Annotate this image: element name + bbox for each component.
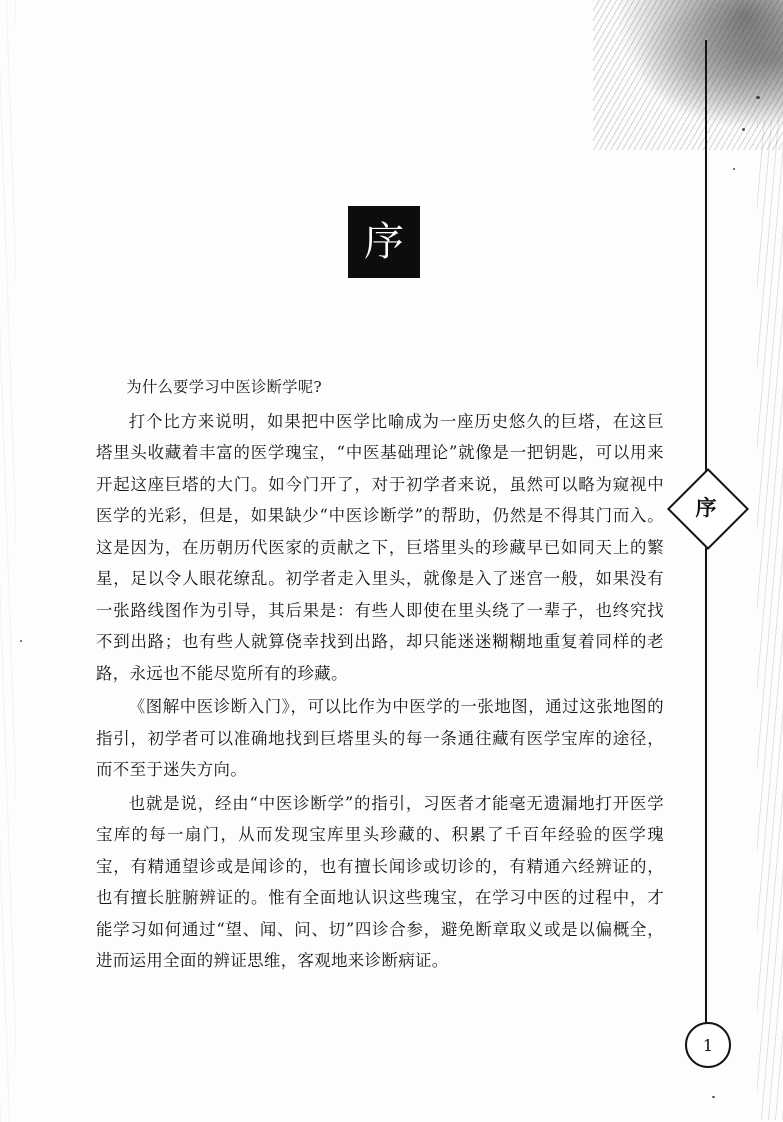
scan-noise-left-edge [0, 0, 16, 1122]
page-number: 1 [685, 1022, 731, 1068]
scan-speck [733, 168, 735, 170]
margin-chapter-label: 序 [695, 495, 717, 520]
paragraph: 《图解中医诊断入门》，可以比作为中医学的一张地图，通过这张地图的指引，初学者可以准确地找到巨塔里头的每一条通往藏有医学宝库的途径，而不至于迷失方向。 [96, 697, 664, 779]
scan-noise-top-right-corner [593, 0, 783, 150]
paragraph: 打个比方来说明，如果把中医学比喻成为一座历史悠久的巨塔，在这巨塔里头收藏着丰富的医学瑰宝，“中医基础理论”就像是一把钥匙，可以用来开起这座巨塔的大门。如今门开了，对于初学者来说，虽然可以略为窥视中医学的光彩，但是，如果缺少“中医诊断学”的帮助，仍然是不得其门而入。这是因为，在历朝历代医家的贡献之下，巨塔里头的珍藏早已如同天上的繁星，足以令人眼花缭乱。初学者走入里头，就像是入了迷宫一般，如果没有一张路线图作为引导，其后果是：有些人即使在里头绕了一辈子，也终究找不到出路；也有些人就算侥幸找到出路，却只能迷迷糊糊地重复着同样的老路，永远也不能尽览所有的珍藏。 [96, 411, 664, 683]
scan-speck [756, 96, 760, 99]
scan-speck [712, 1096, 715, 1098]
scan-speck [20, 640, 22, 642]
paragraph: 为什么要学习中医诊断学呢? [126, 378, 322, 396]
paragraph: 也就是说，经由“中医诊断学”的指引，习医者才能毫无遗漏地打开医学宝库的每一扇门，从而发现宝库里头珍藏的、积累了千百年经验的医学瑰宝，有精通望诊或是闻诊的，也有擅长闻诊或切诊的，有精通六经辨证的，也有擅长脏腑辨证的。惟有全面地认识这些瑰宝，在学习中医的过程中，才能学习如何通过“望、闻、问、切”四诊合参，避免断章取义或是以偏概全，进而运用全面的辨证思维，客观地来诊断病证。 [96, 793, 664, 970]
chapter-title-text: 序 [364, 219, 404, 265]
scan-speck [742, 128, 745, 131]
scan-noise-right-edge [757, 120, 783, 1120]
chapter-title-block [348, 206, 420, 278]
body-text [96, 372, 664, 979]
